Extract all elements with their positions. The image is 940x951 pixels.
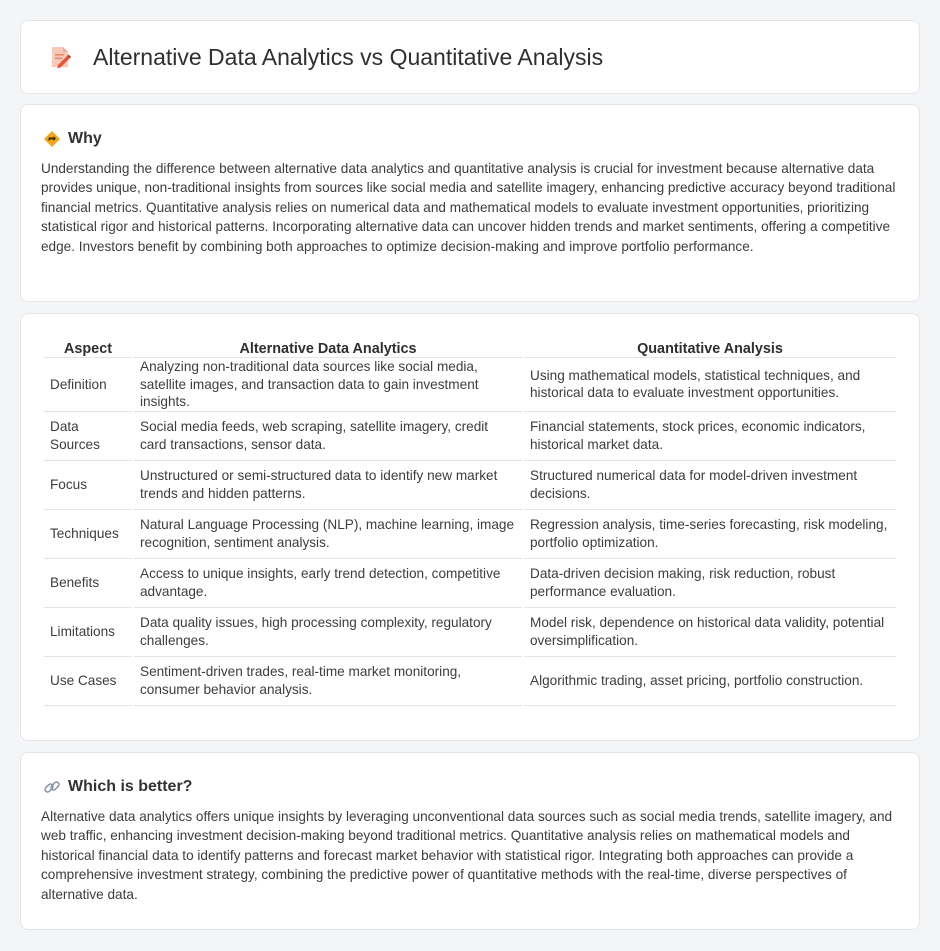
diamond-signpost-icon (43, 130, 61, 148)
row-quantitative: Algorithmic trading, asset pricing, portfolio construction. (524, 657, 896, 706)
row-aspect: Definition (44, 358, 132, 412)
row-quantitative: Financial statements, stock prices, economic indicators, historical market data. (524, 412, 896, 461)
table-header-row (44, 336, 896, 358)
why-title: Why (68, 129, 102, 147)
title-card (20, 20, 920, 94)
row-alternative: Social media feeds, web scraping, satellite imagery, credit card transactions, sensor data. (134, 412, 522, 461)
why-section (20, 104, 920, 302)
why-body: Understanding the difference between alternative data analytics and quantitative analysis is crucial for investment because alternative data provides unique, non-traditional insights from sources like social media and satellite imagery, enhancing predictive accuracy beyond traditional financial metrics. Quantitative analysis relies on numerical data and mathematical models to evaluate investment opportunities, prioritizing statistical rigor and historical patterns. Incorporating alternative data can uncover hidden trends and market sentiments, offering a competitive edge. Investors benefit by combining both approaches to optimize decision-making and improve portfolio performance. (41, 161, 896, 254)
row-quantitative: Regression analysis, time-series forecasting, risk modeling, portfolio optimization. (524, 510, 896, 559)
table-row (44, 412, 896, 461)
table-row (44, 510, 896, 559)
table-row (44, 461, 896, 510)
header-quantitative-analysis: Quantitative Analysis (524, 336, 896, 358)
link-icon (43, 778, 61, 796)
table-row (44, 559, 896, 608)
row-alternative: Natural Language Processing (NLP), machine learning, image recognition, sentiment analysis. (134, 510, 522, 559)
row-alternative: Unstructured or semi-structured data to identify new market trends and hidden patterns. (134, 461, 522, 510)
row-aspect: Focus (44, 461, 132, 510)
header-alternative-data-analytics: Alternative Data Analytics (134, 336, 522, 358)
row-aspect: Techniques (44, 510, 132, 559)
row-quantitative: Structured numerical data for model-driven investment decisions. (524, 461, 896, 510)
table-row (44, 657, 896, 706)
which-is-better-section (20, 752, 920, 930)
which-is-better-title: Which is better? (68, 777, 193, 795)
row-alternative: Data quality issues, high processing complexity, regulatory challenges. (134, 608, 522, 657)
row-aspect: Limitations (44, 608, 132, 657)
comparison-table-card (20, 313, 920, 741)
which-is-better-body: Alternative data analytics offers unique insights by leveraging unconventional data sources such as social media trends, satellite imagery, and web traffic, enhancing investment decision-making beyond traditional metrics. Quantitative analysis relies on mathematical models and historical financial data to identify patterns and forecast market behavior with statistical rigor. Integrating both approaches can provide a comprehensive investment strategy, combining the predictive power of quantitative methods with the real-time, diverse perspectives of alternative data. (41, 809, 893, 902)
row-quantitative: Data-driven decision making, risk reduction, robust performance evaluation. (524, 559, 896, 608)
table-row (44, 358, 896, 412)
comparison-table (42, 336, 898, 706)
header-aspect: Aspect (44, 336, 132, 358)
row-aspect: Use Cases (44, 657, 132, 706)
table-row (44, 608, 896, 657)
row-alternative: Access to unique insights, early trend detection, competitive advantage. (134, 559, 522, 608)
row-quantitative: Model risk, dependence on historical data validity, potential oversimplification. (524, 608, 896, 657)
document-pencil-icon (47, 44, 73, 70)
row-quantitative: Using mathematical models, statistical techniques, and historical data to evaluate investment opportunities. (524, 358, 896, 412)
page-title: Alternative Data Analytics vs Quantitative Analysis (93, 43, 604, 70)
row-alternative: Analyzing non-traditional data sources like social media, satellite images, and transaction data to gain investment insights. (134, 358, 522, 412)
row-aspect: Benefits (44, 559, 132, 608)
row-aspect: Data Sources (44, 412, 132, 461)
row-alternative: Sentiment-driven trades, real-time market monitoring, consumer behavior analysis. (134, 657, 522, 706)
